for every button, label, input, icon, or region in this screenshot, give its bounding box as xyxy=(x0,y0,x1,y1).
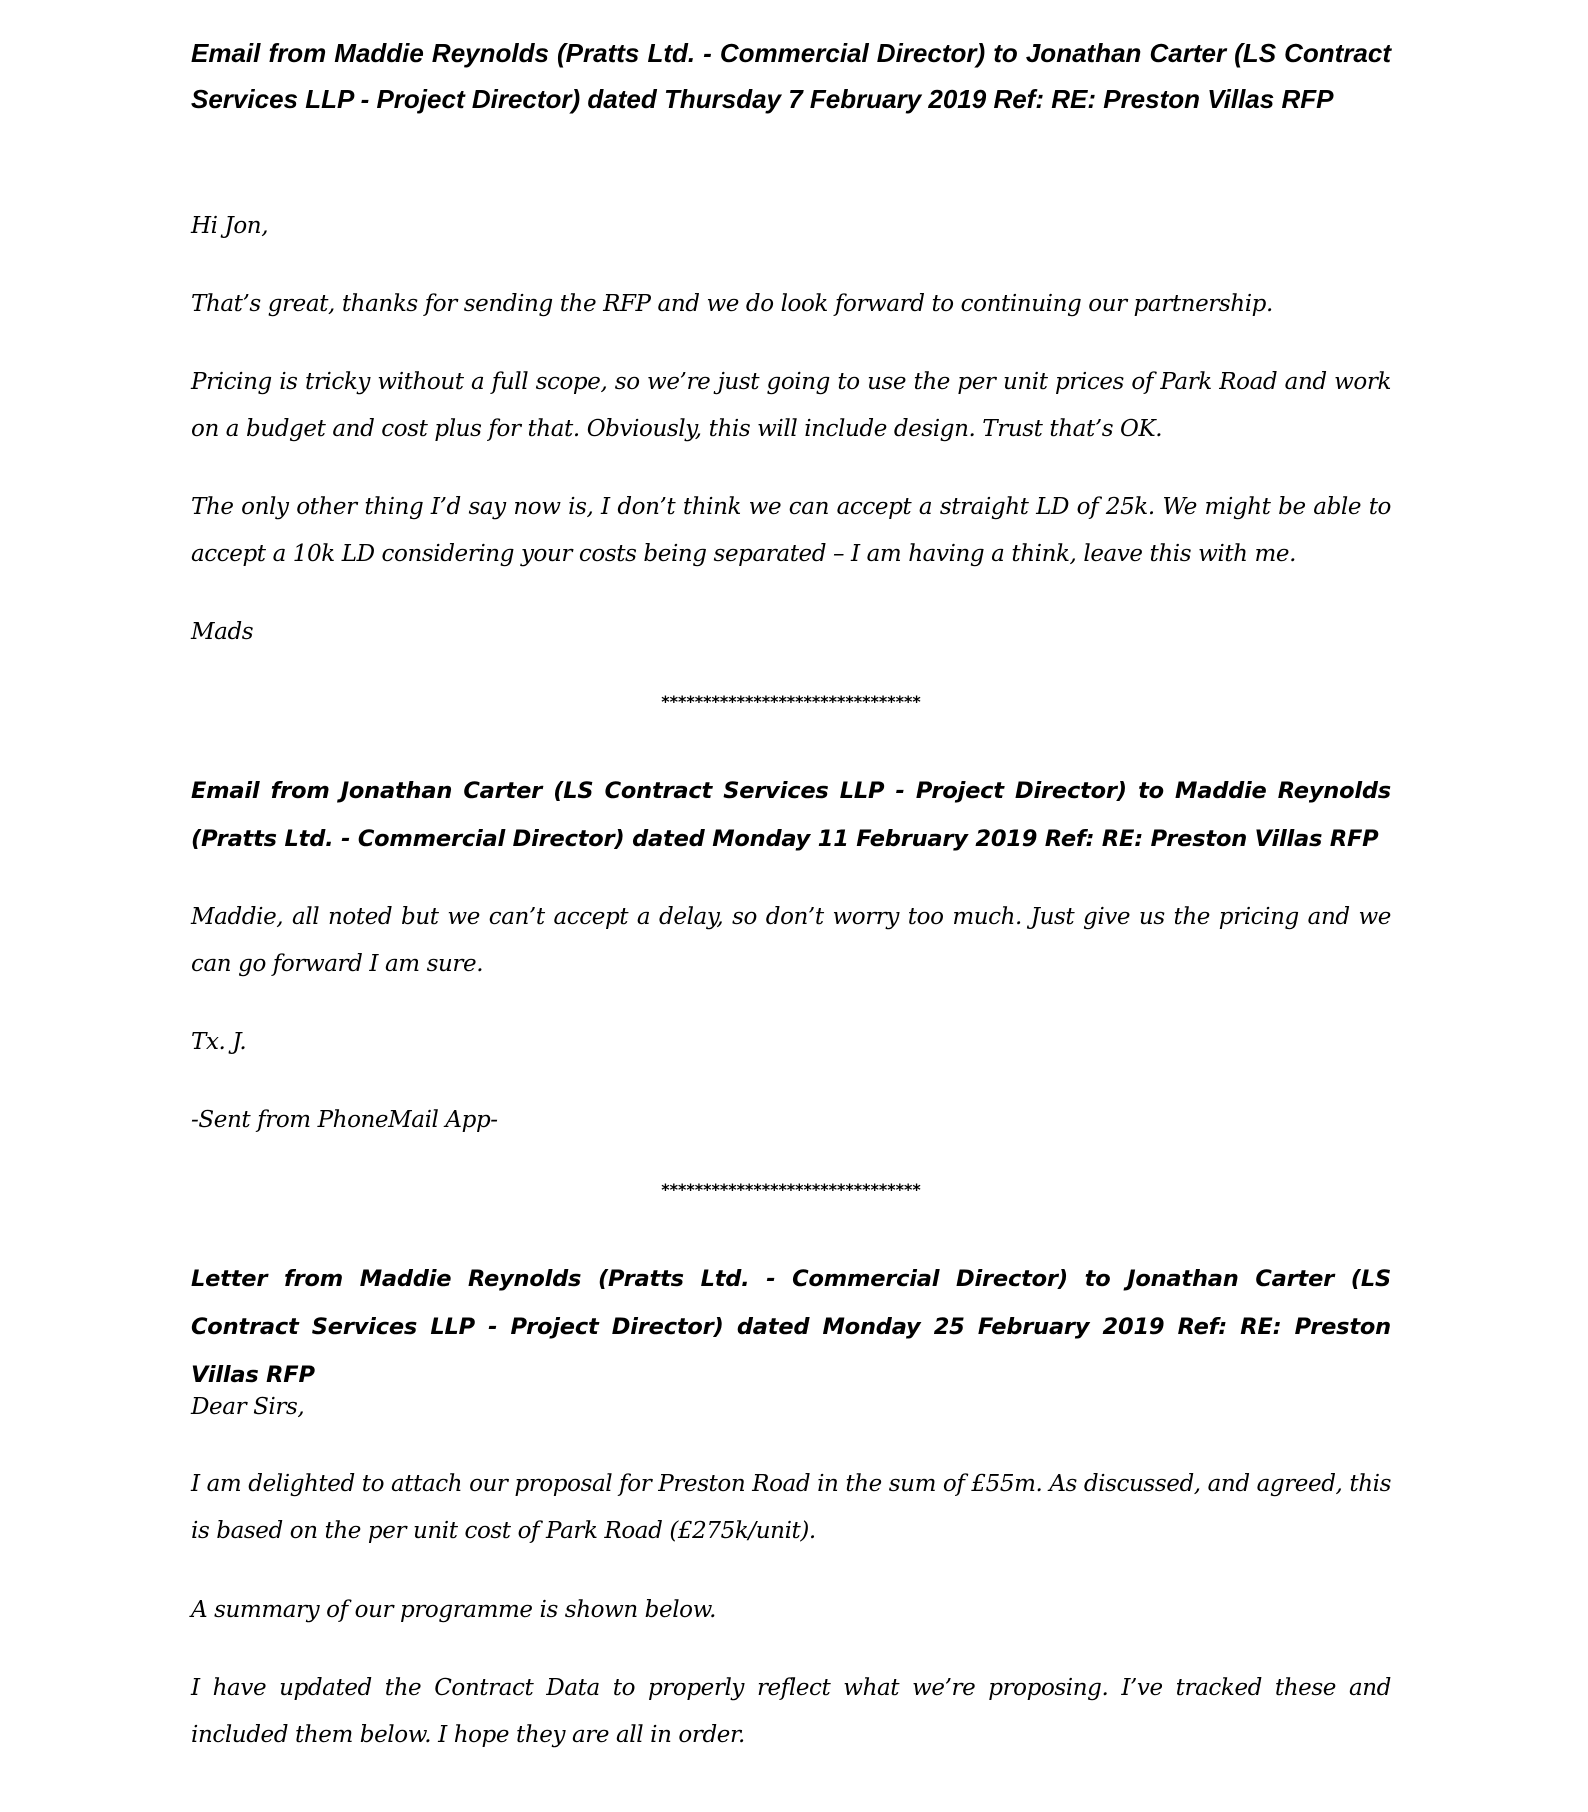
paragraph-3-1: I am delighted to attach our proposal for Preston Road in the sum of £55m. As discussed, and agreed, this is based on the per unit cost of Park Road (£275k/unit). xyxy=(191,1471,1391,1544)
sent-from-footer: -Sent from PhoneMail App- xyxy=(191,1107,498,1133)
paragraph-3-3: I have updated the Contract Data to properly reflect what we’re proposing. I’ve tracked these and included them below. I hope they are all in order. xyxy=(191,1675,1391,1748)
greeting-3: Dear Sirs, xyxy=(191,1394,305,1420)
separator-1: ******************************* xyxy=(661,692,921,711)
letter-heading-3: Letter from Maddie Reynolds (Pratts Ltd. - Commercial Director) to Jonathan Carter (LS Contract Services LLP - Project Director) dated Monday 25 February 2019 Ref: RE: Preston Villas RFP xyxy=(191,1266,1391,1388)
paragraph-1-2: Pricing is tricky without a full scope, so we’re just going to use the per unit prices of Park Road and work on a budget and cost plus for that. Obviously, this will include design. Trust that’s OK. xyxy=(191,369,1391,442)
greeting-1: Hi Jon, xyxy=(191,213,269,239)
signoff-1: Mads xyxy=(191,619,254,645)
paragraph-1-1: That’s great, thanks for sending the RFP and we do look forward to continuing our partnership. xyxy=(191,291,1273,317)
paragraph-1-3: The only other thing I’d say now is, I don’t think we can accept a straight LD of 25k. We might be able to accept a 10k LD considering your costs being separated – I am having a think, leave this with me. xyxy=(191,494,1391,567)
paragraph-2-1: Maddie, all noted but we can’t accept a delay, so don’t worry too much. Just give us the pricing and we can go forward I am sure. xyxy=(191,904,1391,977)
email-heading-2: Email from Jonathan Carter (LS Contract Services LLP - Project Director) to Maddie Reynolds (Pratts Ltd. - Commercial Director) dated Monday 11 February 2019 Ref: RE: Preston Villas RFP xyxy=(191,778,1391,852)
email-heading-1: Email from Maddie Reynolds (Pratts Ltd. - Commercial Director) to Jonathan Carter (LS Contract Services LLP - Project Director) dated Thursday 7 February 2019 Ref: RE: Preston Villas RFP xyxy=(191,38,1391,114)
paragraph-3-2: A summary of our programme is shown below. xyxy=(191,1597,717,1623)
signoff-2: Tx. J. xyxy=(191,1029,247,1055)
separator-2: ******************************* xyxy=(661,1180,921,1199)
